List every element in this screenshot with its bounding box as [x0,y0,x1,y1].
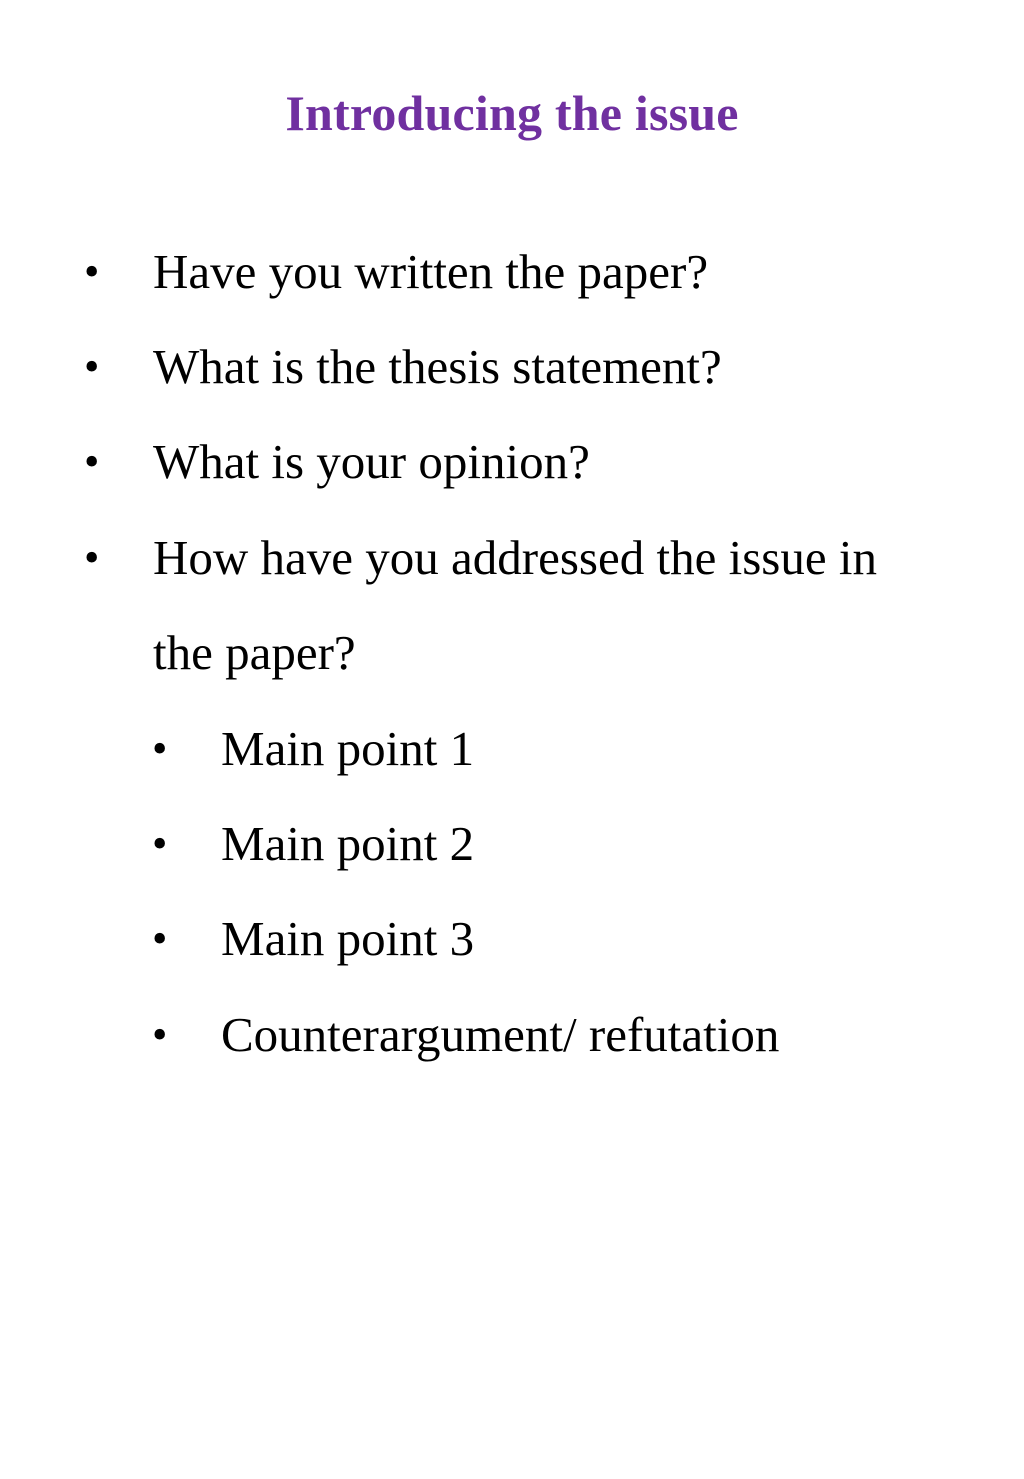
list-item: Have you written the paper? [153,244,709,299]
list-item-continuation: the paper? [153,625,356,680]
sub-list-item: Main point 2 [221,816,475,871]
list-item: How have you addressed the issue in [153,530,877,585]
sub-list-item: Main point 1 [221,721,475,776]
sub-bullet-icon: • [152,724,168,773]
list-item: What is your opinion? [153,434,590,489]
bullet-icon: • [84,342,100,391]
sub-bullet-icon: • [152,1010,168,1059]
bullet-icon: • [84,437,100,486]
sub-list-item: Counterargument/ refutation [221,1007,780,1062]
sub-list-item: Main point 3 [221,911,475,966]
bullet-icon: • [84,247,100,296]
sub-bullet-icon: • [152,819,168,868]
sub-bullet-icon: • [152,914,168,963]
bullet-icon: • [84,533,100,582]
page-title: Introducing the issue [285,85,739,141]
list-item: What is the thesis statement? [153,339,722,394]
